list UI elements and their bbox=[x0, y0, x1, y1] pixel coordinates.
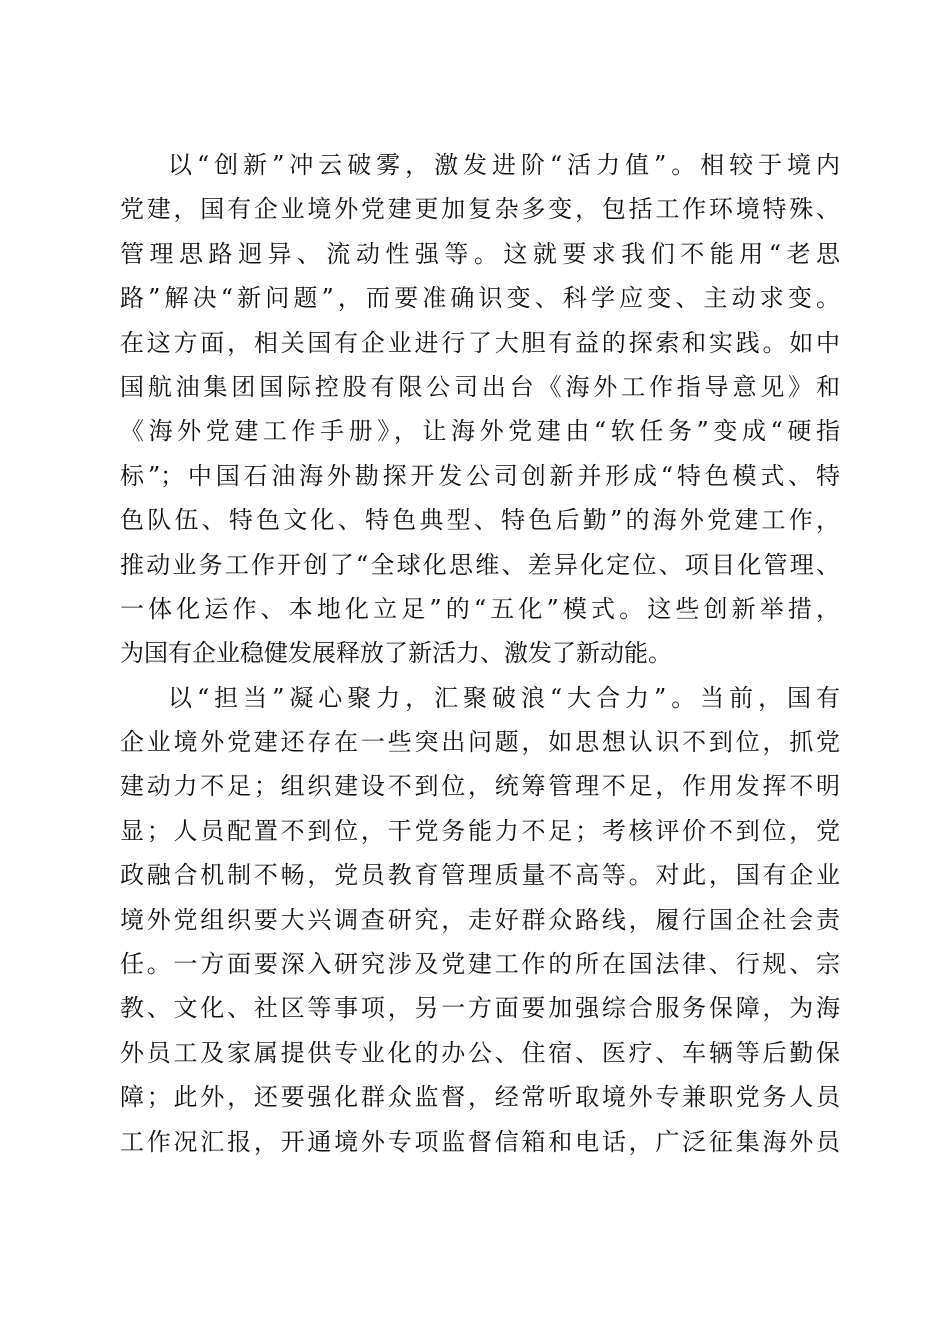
text-line: 为国有企业稳健发展释放了新活力、激发了新动能。 bbox=[120, 639, 672, 668]
text-line: 《海外党建工作手册》，让海外党建由“软任务”变成“硬指 bbox=[120, 417, 840, 446]
text-line: 国航油集团国际控股有限公司出台《海外工作指导意见》和 bbox=[120, 372, 840, 401]
text-line: 推动业务工作开创了“全球化思维、差异化定位、项目化管理、 bbox=[120, 550, 840, 579]
paragraph-responsibility bbox=[120, 676, 840, 1164]
text-line: 标”；中国石油海外勘探开发公司创新并形成“特色模式、特 bbox=[120, 461, 840, 490]
text-line: 任。一方面要深入研究涉及党建工作的所在国法律、行规、宗 bbox=[120, 950, 840, 979]
text-line: 教、文化、社区等事项，另一方面要加强综合服务保障，为海 bbox=[120, 994, 840, 1023]
text-line: 一体化运作、本地化立足”的“五化”模式。这些创新举措， bbox=[120, 594, 840, 623]
text-line: 政融合机制不畅，党员教育管理质量不高等。对此，国有企业 bbox=[120, 861, 840, 890]
text-line: 企业境外党建还存在一些突出问题，如思想认识不到位，抓党 bbox=[120, 728, 840, 757]
paragraph-innovation bbox=[120, 143, 840, 676]
text-line: 工作况汇报，开通境外专项监督信箱和电话，广泛征集海外员 bbox=[120, 1127, 840, 1156]
text-line: 以“创新”冲云破雾，激发进阶“活力值”。相较于境内 bbox=[168, 151, 840, 179]
text-line: 以“担当”凝心聚力，汇聚破浪“大合力”。当前，国有 bbox=[168, 683, 840, 712]
text-line: 色队伍、特色文化、特色典型、特色后勤”的海外党建工作， bbox=[120, 506, 840, 535]
text-line: 党建，国有企业境外党建更加复杂多变，包括工作环境特殊、 bbox=[120, 195, 840, 224]
text-line: 境外党组织要大兴调查研究，走好群众路线，履行国企社会责 bbox=[120, 905, 840, 934]
text-line: 外员工及家属提供专业化的办公、住宿、医疗、车辆等后勤保 bbox=[120, 1038, 840, 1067]
body-text bbox=[120, 143, 840, 1164]
text-line: 管理思路迥异、流动性强等。这就要求我们不能用“老思 bbox=[120, 239, 840, 268]
text-line: 路”解决“新问题”，而要准确识变、科学应变、主动求变。 bbox=[120, 284, 840, 313]
text-line: 障；此外，还要强化群众监督，经常听取境外专兼职党务人员 bbox=[120, 1083, 840, 1112]
text-line: 建动力不足；组织建设不到位，统筹管理不足，作用发挥不明 bbox=[120, 772, 840, 801]
text-line: 在这方面，相关国有企业进行了大胆有益的探索和实践。如中 bbox=[120, 328, 840, 357]
text-line: 显；人员配置不到位，干党务能力不足；考核评价不到位，党 bbox=[120, 816, 840, 845]
